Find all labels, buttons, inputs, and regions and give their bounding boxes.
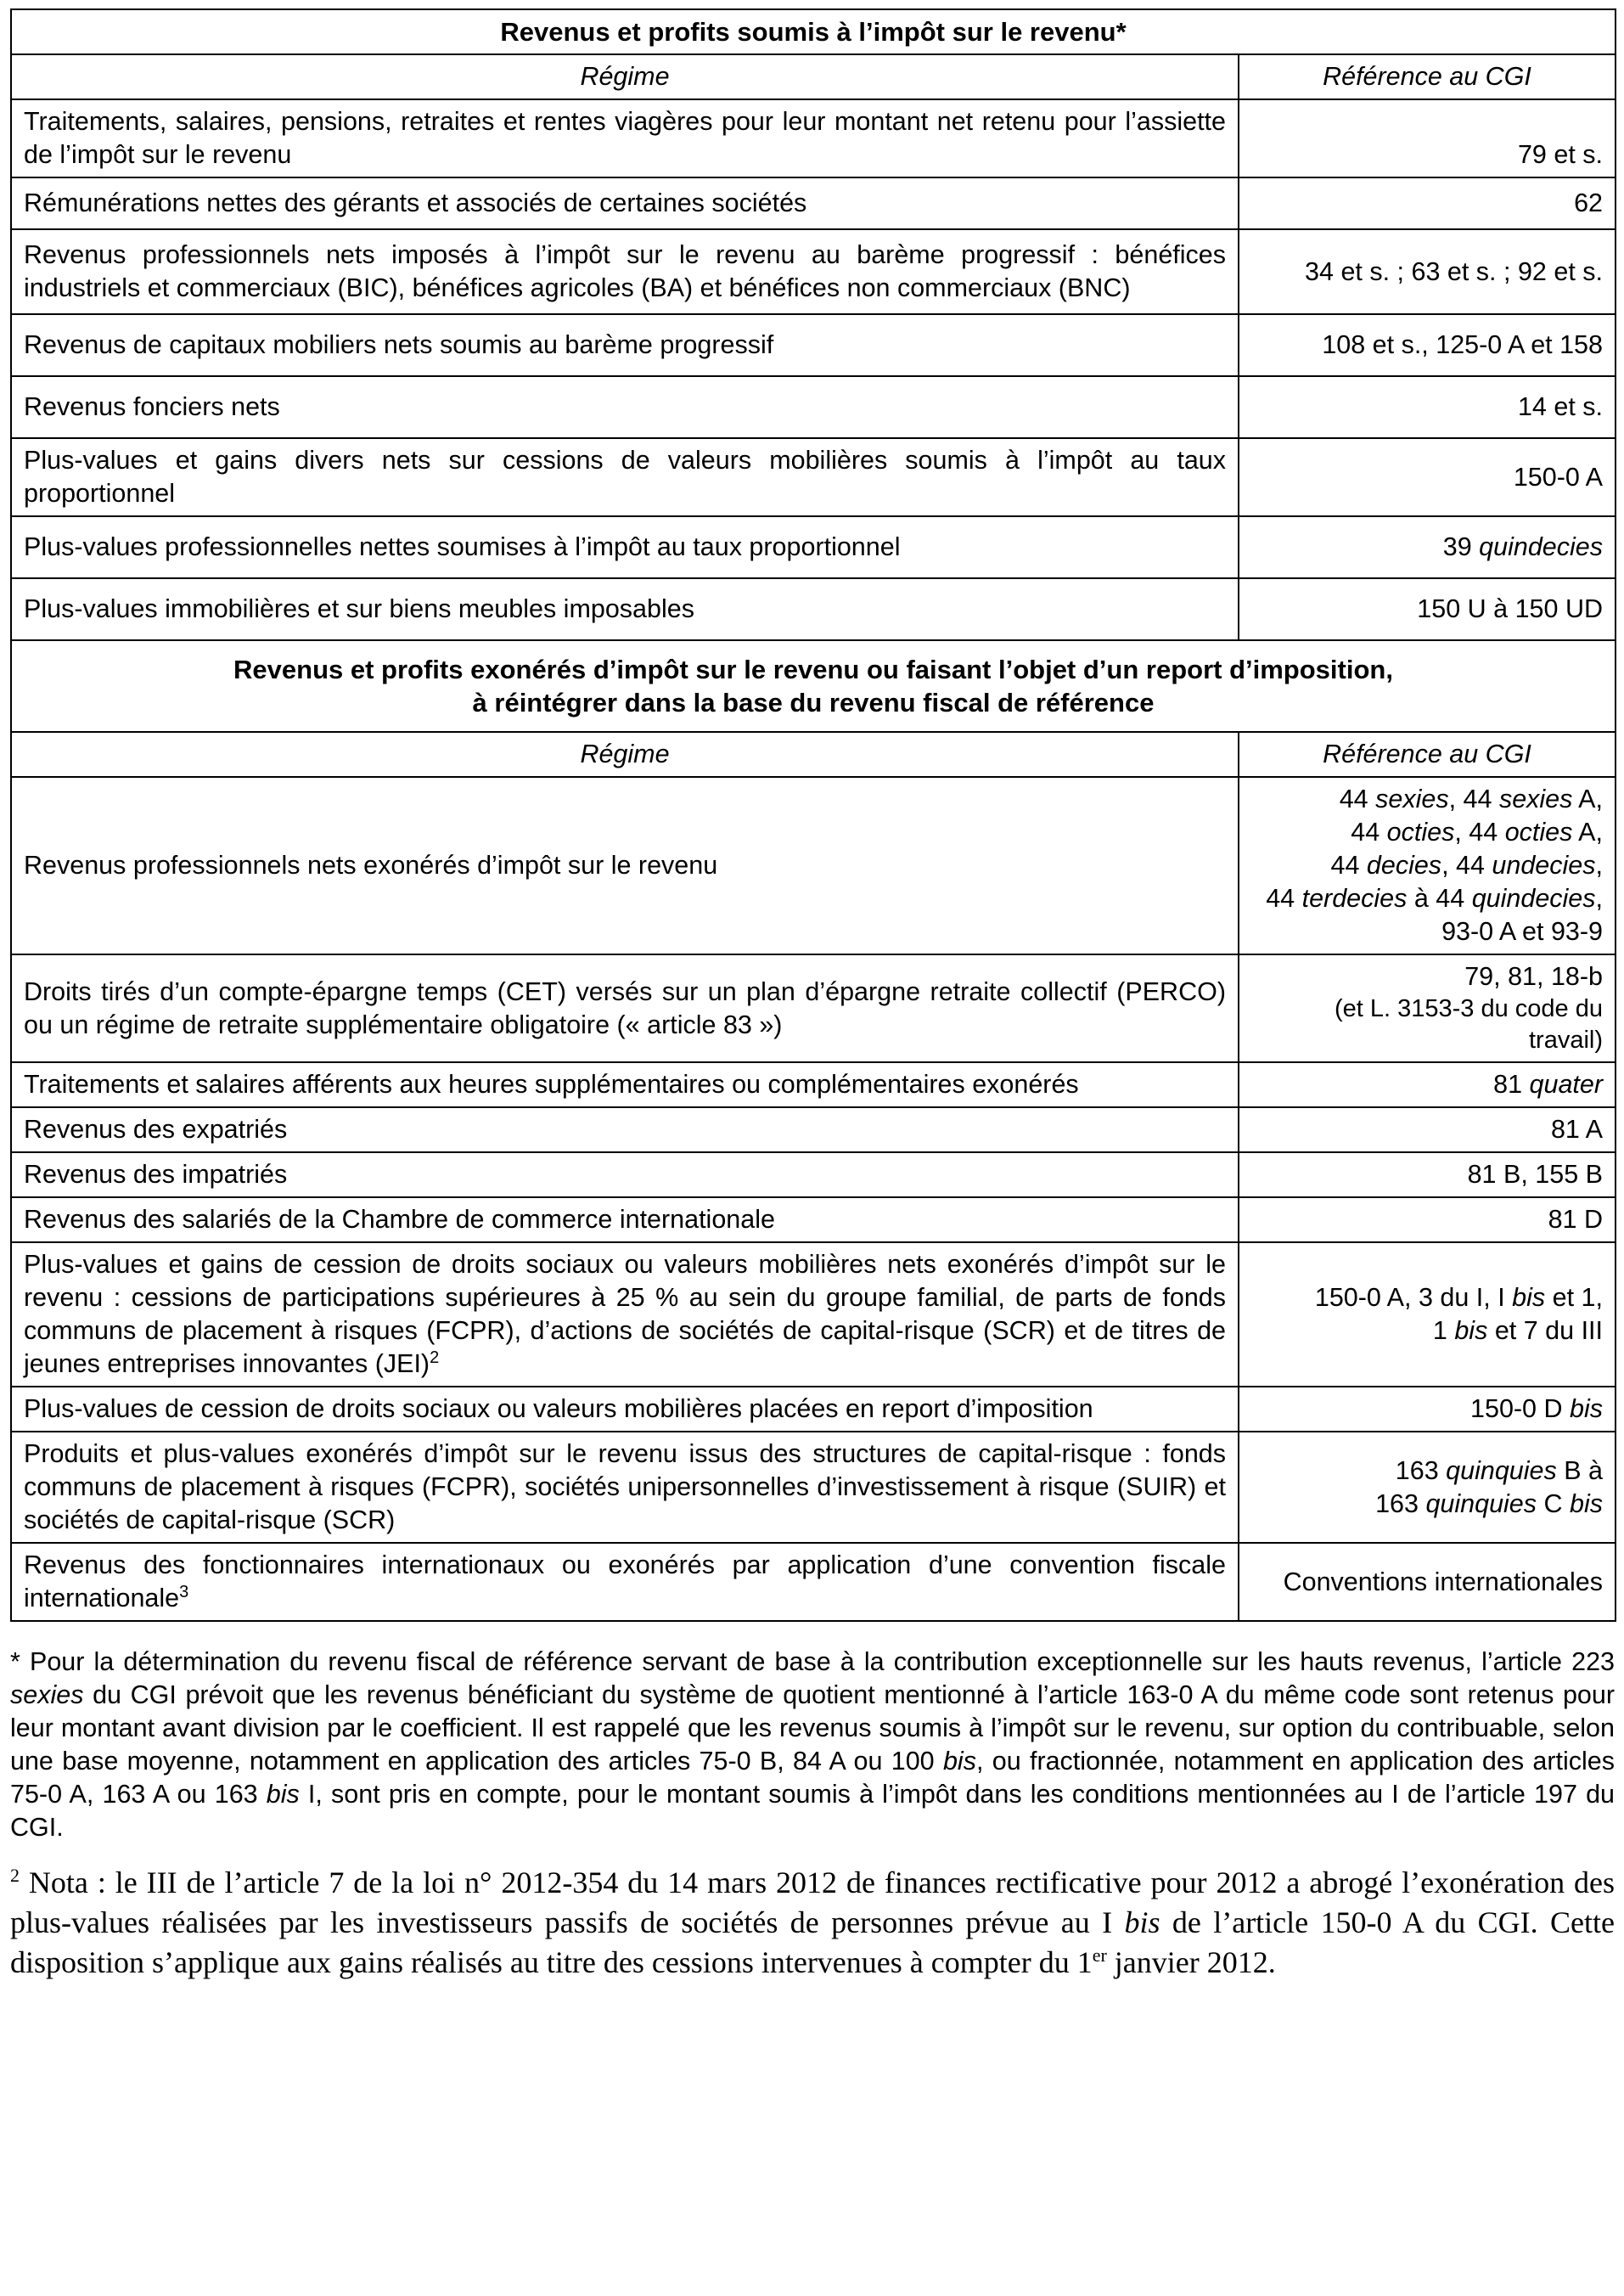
reference-suffix: quindecies [1479, 532, 1603, 561]
reference-cell: 150 U à 150 UD [1239, 578, 1616, 640]
section-title [11, 640, 1616, 732]
footnote-ref: 2 [430, 1348, 440, 1367]
regime-cell: Plus-values professionnelles nettes soumises à l’impôt au taux proportionnel [11, 516, 1239, 578]
table-row [11, 314, 1616, 376]
section-title-row [11, 9, 1616, 54]
reference-cell: 163 quinquies B à 163 quinquies C bis [1239, 1432, 1616, 1543]
reference-number: 39 [1442, 532, 1472, 561]
table-row [11, 229, 1616, 314]
table-row [11, 1242, 1616, 1387]
reference-cell: 34 et s. ; 63 et s. ; 92 et s. [1239, 229, 1616, 314]
section-title: Revenus et profits soumis à l’impôt sur le revenu* [11, 9, 1616, 54]
regime-cell: Revenus des salariés de la Chambre de commerce internationale [11, 1197, 1239, 1242]
section-title-row [11, 640, 1616, 732]
header-row [11, 54, 1616, 99]
reference-cell: 14 et s. [1239, 376, 1616, 438]
regime-cell: Plus-values et gains divers nets sur cessions de valeurs mobilières soumis à l’impôt au taux proportionnel [11, 438, 1239, 516]
reference-cell: 79 et s. [1239, 99, 1616, 177]
table-row [11, 1197, 1616, 1242]
table-row [11, 177, 1616, 229]
regime-cell: Plus-values immobilières et sur biens meubles imposables [11, 578, 1239, 640]
document-page [10, 8, 1615, 1983]
regime-cell: Revenus des expatriés [11, 1107, 1239, 1152]
reference-cell: 81 A [1239, 1107, 1616, 1152]
table-row [11, 99, 1616, 177]
header-row [11, 732, 1616, 777]
regime-cell: Plus-values de cession de droits sociaux ou valeurs mobilières placées en report d’imposition [11, 1387, 1239, 1432]
regime-cell: Revenus professionnels nets exonérés d’impôt sur le revenu [11, 777, 1239, 954]
table-row [11, 438, 1616, 516]
reference-cell: 150-0 A [1239, 438, 1616, 516]
reference-cell: 81 D [1239, 1197, 1616, 1242]
footnote-ref: 3 [179, 1582, 189, 1601]
reference-cell: Conventions internationales [1239, 1543, 1616, 1621]
regime-cell: Traitements, salaires, pensions, retraites et rentes viagères pour leur montant net retenu pour l’assiette de l’impôt sur le revenu [11, 99, 1239, 177]
footnote-2: $^2$ Nota : le III de l’article 7 de la loi n° 2012-354 du 14 mars 2012 de finances rectificative pour 2012 a abrogé l’exonération des plus-values réalisées par les investisseurs passifs de sociétés de personnes prévue au I bis de l’article 150-0 A du CGI. Cette disposition s’applique aux gains réalisés au titre des cessions intervenues à compter du 1er janvier 2012. [10, 1865, 1615, 1979]
regime-cell: Rémunérations nettes des gérants et associés de certaines sociétés [11, 177, 1239, 229]
taxable-income-table [10, 8, 1616, 1622]
footnote-star: * Pour la détermination du revenu fiscal de référence servant de base à la contribution exceptionnelle sur les hauts revenus, l’article 223 sexies du CGI prévoit que les revenus bénéficiant du système de quotient mentionné à l’article 163-0 A du même code sont retenus pour leur montant avant division par le coefficient. Il est rappelé que les revenus soumis à l’impôt sur le revenu, sur option du contribuable, selon une base moyenne, notamment en application des articles 75-0 B, 84 A ou 100 bis, ou fractionnée, notamment en application des articles 75-0 A, 163 A ou 163 bis I, sont pris en compte, pour le montant soumis à l’impôt dans les conditions mentionnées au I de l’article 197 du CGI. [10, 1647, 1616, 1842]
table-row [11, 578, 1616, 640]
table-row [11, 516, 1616, 578]
reference-cell: 62 [1239, 177, 1616, 229]
regime-cell: Revenus de capitaux mobiliers nets soumis au barème progressif [11, 314, 1239, 376]
column-header-regime: Régime [11, 732, 1239, 777]
regime-cell: Droits tirés d’un compte-épargne temps (CET) versés sur un plan d’épargne retraite collectif (PERCO) ou un régime de retraite supplémentaire obligatoire (« article 83 ») [11, 954, 1239, 1062]
regime-cell: Produits et plus-values exonérés d’impôt sur le revenu issus des structures de capital-risque : fonds communs de placement à risques (FCPR), sociétés unipersonnelles d’investissement à risque (SUIR) et sociétés de capital-risque (SCR) [11, 1432, 1239, 1543]
regime-cell: Revenus des fonctionnaires internationaux ou exonérés par application d’une convention fiscale internationale$^3$ [11, 1543, 1239, 1621]
table-row [11, 376, 1616, 438]
reference-cell: 81 quater [1239, 1062, 1616, 1107]
table-row [11, 954, 1616, 1062]
reference-cell: 79, 81, 18-b (et L. 3153-3 du code du travail) [1239, 954, 1616, 1062]
table-row [11, 1062, 1616, 1107]
section-title-line: à réintégrer dans la base du revenu fiscal de référence [472, 688, 1155, 718]
reference-cell: 150-0 A, 3 du I, I bis et 1, 1 bis et 7 du III [1239, 1242, 1616, 1387]
reference-cell: 44 sexies, 44 sexies A, 44 octies, 44 octies A, 44 decies, 44 undecies, 44 terdecies à 44 quindecies, 93-0 A et 93-9 [1239, 777, 1616, 954]
reference-cell [1239, 516, 1616, 578]
table-row [11, 1152, 1616, 1197]
table-row [11, 1387, 1616, 1432]
regime-cell: Revenus professionnels nets imposés à l’impôt sur le revenu au barème progressif : bénéfices industriels et commerciaux (BIC), bénéfices agricoles (BA) et bénéfices non commerciaux (BNC) [11, 229, 1239, 314]
regime-cell: Revenus des impatriés [11, 1152, 1239, 1197]
reference-cell: 81 B, 155 B [1239, 1152, 1616, 1197]
table-row [11, 1432, 1616, 1543]
reference-cell: 108 et s., 125-0 A et 158 [1239, 314, 1616, 376]
table-row [11, 1107, 1616, 1152]
column-header-reference: Référence au CGI [1239, 732, 1616, 777]
footnote-number: 2 [10, 1865, 20, 1886]
regime-cell: Revenus fonciers nets [11, 376, 1239, 438]
reference-cell: 150-0 D bis [1239, 1387, 1616, 1432]
regime-cell: Plus-values et gains de cession de droits sociaux ou valeurs mobilières nets exonérés d’impôt sur le revenu : cessions de participations supérieures à 25 % au sein du groupe familial, de parts de fonds communs de placement à risques (FCPR), d’actions de sociétés de capital-risque (SCR) et de titres de jeunes entreprises innovantes (JEI)$^2$ [11, 1242, 1239, 1387]
column-header-regime: Régime [11, 54, 1239, 99]
column-header-reference: Référence au CGI [1239, 54, 1616, 99]
regime-cell: Traitements et salaires afférents aux heures supplémentaires ou complémentaires exonérés [11, 1062, 1239, 1107]
section-title-line: Revenus et profits exonérés d’impôt sur le revenu ou faisant l’objet d’un report d’imposition, [233, 655, 1393, 684]
table-row [11, 777, 1616, 954]
table-row [11, 1543, 1616, 1621]
